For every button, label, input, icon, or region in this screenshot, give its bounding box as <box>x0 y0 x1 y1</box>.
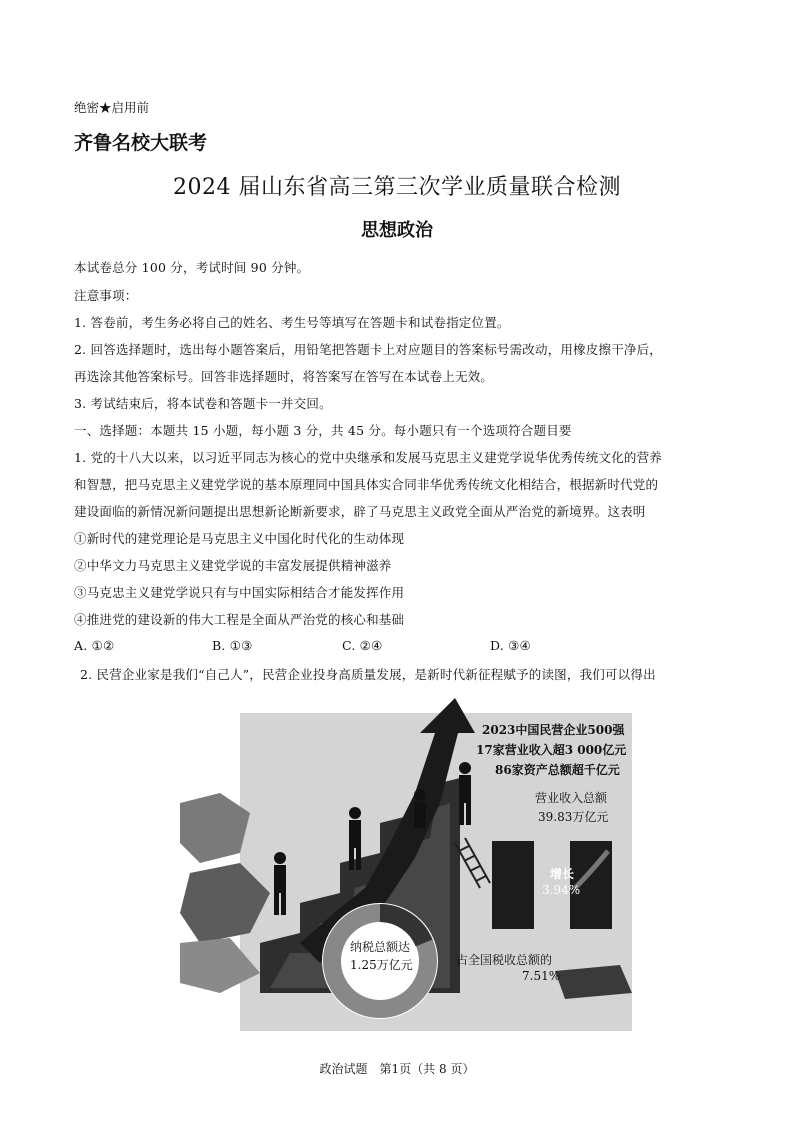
q1-option-3: ③马克忠主义建党学说只有与中国实际相结合才能发挥作用 <box>74 585 405 600</box>
note-3: 3. 考试结束后，将本试卷和答题卡一并交回。 <box>74 396 332 411</box>
q1-option-1: ①新时代的建党理论是马克思主义中国化时代化的生动体现 <box>74 531 405 546</box>
confidential-label: 绝密★启用前 <box>74 100 150 115</box>
q1-option-4: ④推进党的建设新的伟大工程是全面从严治党的核心和基础 <box>74 612 405 627</box>
figure-line-2: 17家营业收入超3 000亿元 <box>476 743 627 757</box>
tax-share-value: 7.51% <box>522 969 561 983</box>
revenue-value: 39.83万亿元 <box>538 810 609 824</box>
q1-choice-b: B. ①③ <box>212 638 253 653</box>
notes-title: 注意事项： <box>74 288 138 303</box>
q1-choice-c: C. ②④ <box>342 638 383 653</box>
score-time-line: 本试卷总分 100 分，考试时间 90 分钟。 <box>74 260 310 275</box>
growth-value: 3.94% <box>542 883 581 897</box>
calculator-icon <box>555 965 632 999</box>
note-2-line-a: 2. 回答选择题时，选出每小题答案后，用铅笔把答题卡上对应题目的答案标号需改动，用橡皮擦干净后， <box>74 342 663 357</box>
bar-block-left <box>492 841 534 929</box>
q2-stem: 2. 民营企业家是我们“自己人”，民营企业投身高质量发展，是新时代新征程赋予的读图，我们可以得出 <box>80 667 656 682</box>
exam-title: 2024 届山东省高三第三次学业质量联合检测 <box>173 175 621 200</box>
q1-choice-d: D. ③④ <box>490 638 531 653</box>
section-heading: 一、选择题：本题共 15 小题，每小题 3 分，共 45 分。每小题只有一个选项符合题目要 <box>74 423 572 438</box>
page-footer: 政治试题 第1页（共 8 页） <box>319 1062 475 1076</box>
q1-stem-c: 建设面临的新情况新问题提出思想新论断新要求，辟了马克思主义政党全面从严治党的新境界。这表明 <box>74 504 646 519</box>
growth-label: 增长 <box>550 867 575 881</box>
tax-share-label: 占全国税收总额的 <box>456 953 553 967</box>
subject-title: 思想政治 <box>361 220 433 241</box>
league-name: 齐鲁名校大联考 <box>74 132 208 154</box>
figure-line-3: 86家资产总额超千亿元 <box>495 763 620 777</box>
note-2-line-b: 再选涂其他答案标号。回答非选择题时，将答案写在答写在本试卷上无效。 <box>74 369 494 384</box>
left-decoration-1 <box>180 793 250 863</box>
note-1: 1. 答卷前，考生务必将自己的姓名、考生号等填写在答题卡和试卷指定位置。 <box>74 315 510 330</box>
private-enterprise-infographic <box>180 693 640 1038</box>
q1-stem-b: 和智慧，把马克思主义建党学说的基本原理同中国具体实合同非华优秀传统文化相结合，根据新时代党的 <box>74 477 659 492</box>
tax-label: 纳税总额达 <box>350 940 411 954</box>
tax-value: 1.25万亿元 <box>350 958 413 972</box>
figure-line-1: 2023中国民营企业500强 <box>482 723 625 737</box>
q1-option-2: ②中华文力马克思主义建党学说的丰富发展提供精神滋养 <box>74 558 392 573</box>
q1-stem-a: 1. 党的十八大以来，以习近平同志为核心的党中央继承和发展马克思主义建党学说华优秀传统文化的营养 <box>74 450 663 465</box>
revenue-label: 营业收入总额 <box>535 791 608 805</box>
q1-choice-a: A. ①② <box>74 638 115 653</box>
